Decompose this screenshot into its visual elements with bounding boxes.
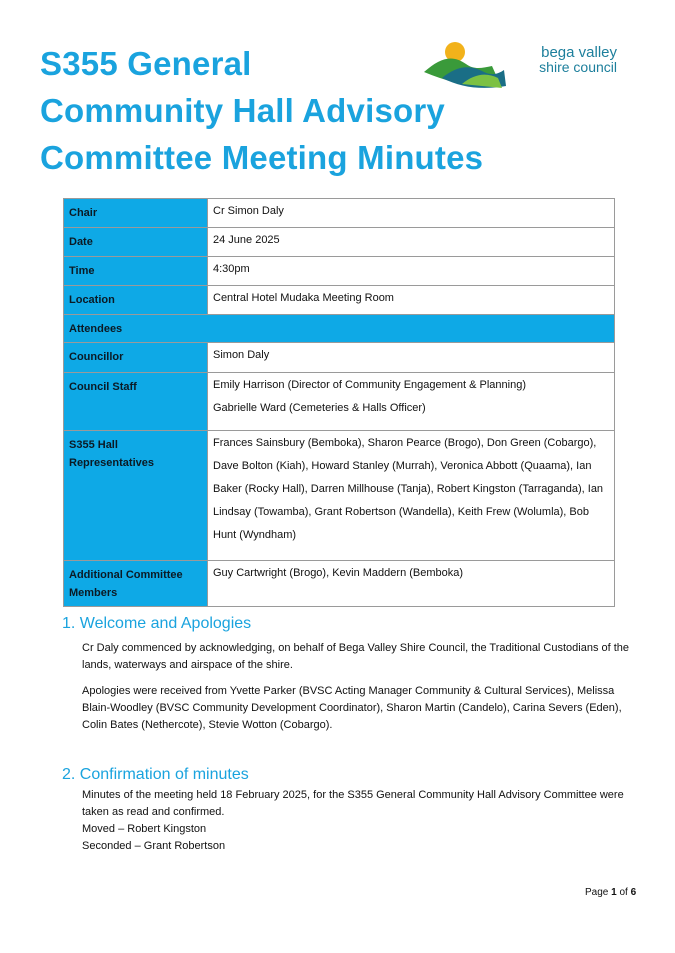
date-value: 24 June 2025 — [208, 228, 615, 257]
councillor-value: Simon Daly — [208, 343, 615, 373]
page-total: 6 — [630, 887, 637, 898]
section-1-paragraph-1: Cr Daly commenced by acknowledging, on behalf of Bega Valley Shire Council, the Traditional Custodians of the lands, waterways and airspace of the shire. — [82, 642, 630, 671]
page-number — [585, 887, 636, 898]
staff-label: Council Staff — [64, 373, 208, 431]
section-2-heading: 2. Confirmation of minutes — [62, 766, 249, 783]
table-row — [64, 228, 615, 257]
section-1-paragraph-2: Apologies were received from Yvette Parker (BVSC Acting Manager Community & Cultural Services), Melissa Blain-Woodley (BVSC Community Development Coordinator), Sharon Martin (Candelo), Carina Severs (Eden), Colin Bates (Nethercote), Stevie Wotton (Cobargo). — [82, 685, 622, 731]
section-2-paragraph-1: Minutes of the meeting held 18 February 2025, for the S355 General Community Hall Advisory Committee were taken as read and confirmed. — [82, 789, 624, 818]
chair-label: Chair — [64, 199, 208, 228]
table-row — [64, 431, 615, 561]
table-row — [64, 315, 615, 343]
section-2-moved: Moved – Robert Kingston — [82, 823, 207, 835]
table-row — [64, 343, 615, 373]
meeting-info-table — [63, 198, 615, 607]
page-label: Page — [585, 887, 609, 898]
table-row — [64, 286, 615, 315]
time-label: Time — [64, 257, 208, 286]
table-row — [64, 561, 615, 607]
staff-member: Emily Harrison (Director of Community Engagement & Planning) — [213, 379, 527, 391]
location-label: Location — [64, 286, 208, 315]
title-line-1: S355 General — [40, 45, 252, 82]
staff-member: Gabrielle Ward (Cemeteries & Halls Officer) — [213, 402, 426, 414]
location-value: Central Hotel Mudaka Meeting Room — [208, 286, 615, 315]
reps-value: Frances Sainsbury (Bemboka), Sharon Pearce (Brogo), Don Green (Cobargo), Dave Bolton (Kiah), Howard Stanley (Murrah), Veronica Abbott (Quaama), Ian Baker (Rocky Hall), Darren Millhouse (Tanja), Robert Kingston (Tarraganda), Ian Lindsay (Towamba), Grant Robertson (Wandella), Keith Frew (Wolumla), Bob Hunt (Wyndham) — [208, 431, 615, 561]
section-2-seconded: Seconded – Grant Robertson — [82, 840, 226, 852]
time-value: 4:30pm — [208, 257, 615, 286]
additional-label: Additional Committee Members — [64, 561, 208, 607]
date-label: Date — [64, 228, 208, 257]
page-current: 1 — [611, 887, 617, 898]
logo-line-2: shire council — [539, 59, 617, 75]
reps-label: S355 Hall Representatives — [64, 431, 208, 561]
page-of-label: of — [619, 887, 628, 898]
section-1-heading: 1. Welcome and Apologies — [62, 615, 252, 632]
table-row — [64, 199, 615, 228]
councillor-label: Councillor — [64, 343, 208, 373]
additional-value: Guy Cartwright (Brogo), Kevin Maddern (Bemboka) — [208, 561, 615, 607]
staff-value — [208, 373, 615, 431]
table-row — [64, 373, 615, 431]
attendees-header: Attendees — [64, 315, 615, 343]
logo-line-1: bega valley — [541, 44, 617, 61]
title-line-3: Committee Meeting Minutes — [40, 139, 484, 176]
logo-text — [505, 45, 617, 75]
table-row — [64, 257, 615, 286]
title-line-2: Community Hall Advisory — [40, 92, 445, 129]
chair-value: Cr Simon Daly — [208, 199, 615, 228]
